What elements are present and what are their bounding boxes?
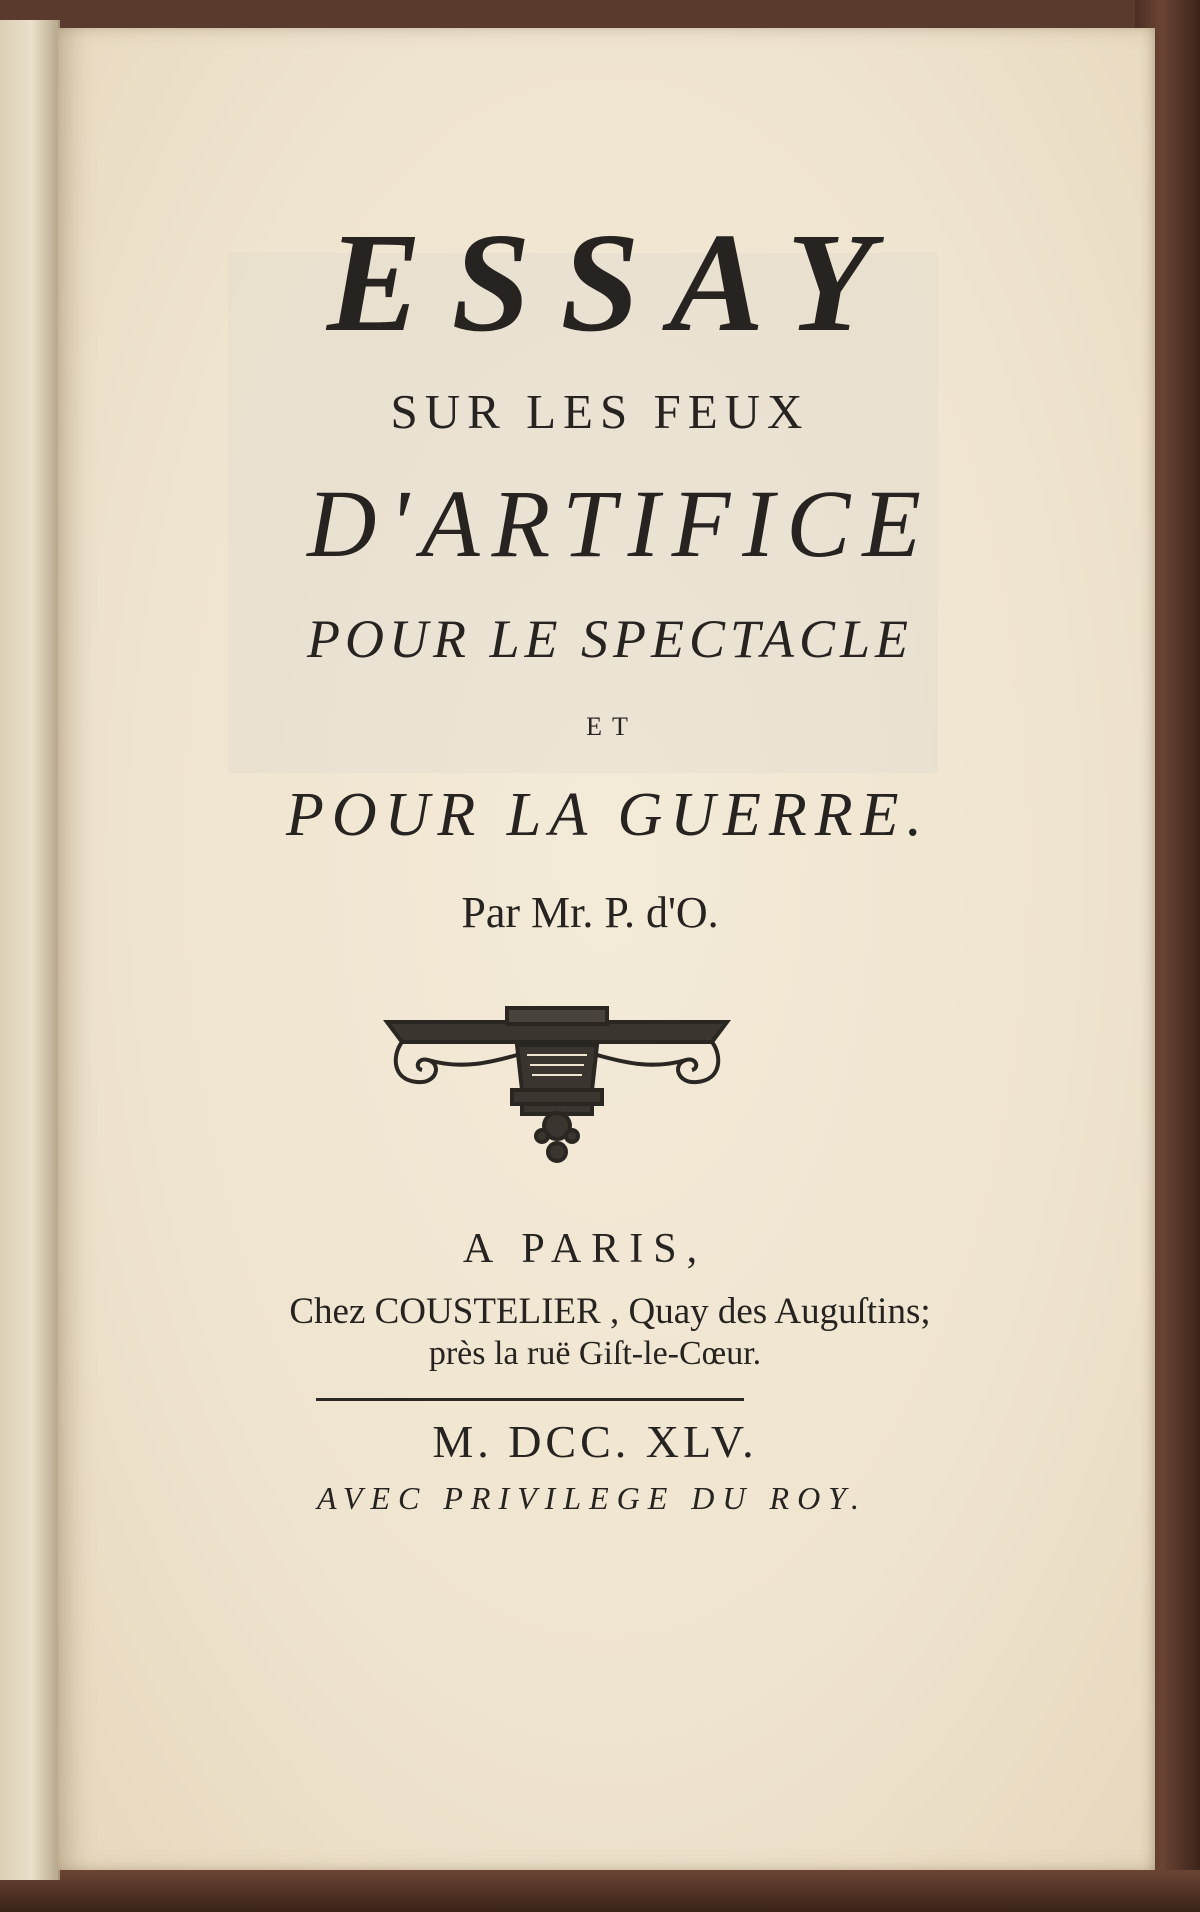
author-line: Par Mr. P. d'O. [461, 888, 719, 937]
title-line-spectacle: POUR LE SPECTACLE [306, 609, 913, 669]
imprint-date: M. DCC. XLV. [432, 1416, 758, 1467]
book-cover-bottom [0, 1870, 1200, 1912]
title-line-et: ET [586, 712, 638, 741]
imprint-address: près la ruë Giſt-le-Cœur. [428, 1335, 762, 1372]
imprint-rule [316, 1398, 744, 1401]
title-line-artifice: D'ARTIFICE [307, 470, 933, 577]
title-main: ESSAY [326, 203, 904, 361]
royal-privilege-line: AVEC PRIVILEGE DU ROY. [316, 1480, 868, 1516]
imprint-place: A PARIS, [462, 1226, 708, 1272]
title-line-guerre: POUR LA GUERRE. [285, 781, 931, 849]
imprint-publisher: Chez COUSTELIER , Quay des Auguſtins; [289, 1291, 931, 1332]
console-bracket-vignette-icon [382, 1000, 732, 1170]
title-line-sur-les-feux: SUR LES FEUX [390, 384, 810, 439]
